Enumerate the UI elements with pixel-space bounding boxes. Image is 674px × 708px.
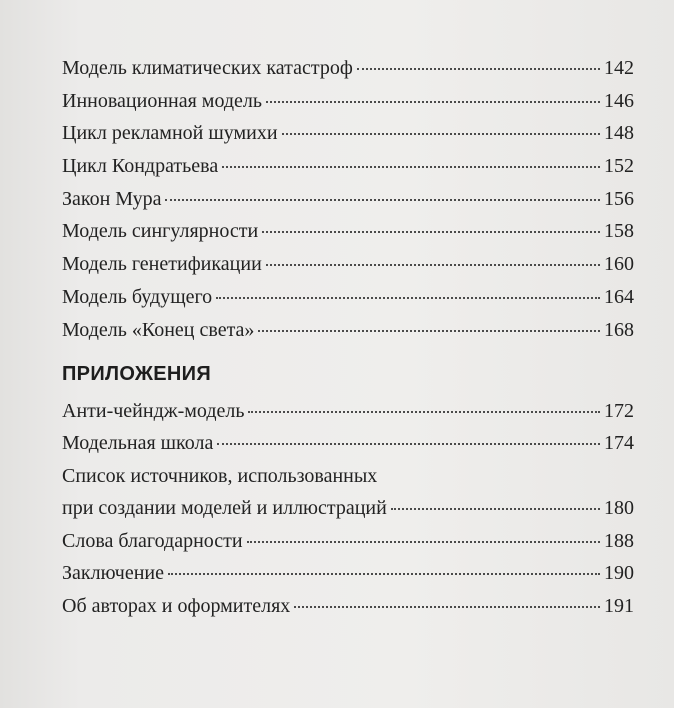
toc-entry-page: 156 <box>604 187 634 210</box>
dot-leader <box>294 606 600 608</box>
toc-entry-title: Цикл Кондратьева <box>62 155 219 178</box>
toc-entry <box>62 318 634 342</box>
toc-entry-page: 172 <box>604 399 634 422</box>
toc-entry-title-line1: Список источников, использованных <box>62 464 378 487</box>
toc-entry-page: 160 <box>604 253 634 276</box>
dot-leader <box>165 199 600 201</box>
toc-entry-page: 164 <box>604 285 634 308</box>
dot-leader <box>258 330 600 332</box>
dot-leader <box>266 101 600 103</box>
toc-entry <box>62 219 634 243</box>
toc-entry <box>62 187 634 211</box>
toc-entry-page: 191 <box>604 594 634 617</box>
toc-entry <box>62 561 634 585</box>
toc-entry-page: 146 <box>604 89 634 112</box>
dot-leader <box>216 297 600 299</box>
toc-entry <box>62 594 634 618</box>
dot-leader <box>391 508 600 510</box>
toc-entry-title: Модель будущего <box>62 285 213 308</box>
toc-entry-page: 190 <box>604 562 634 585</box>
toc-entry-title: Заключение <box>62 562 164 585</box>
toc-entry-title: Модель сингулярности <box>62 220 259 243</box>
dot-leader <box>222 166 600 168</box>
section-heading-appendix: ПРИЛОЖЕНИЯ <box>62 362 212 385</box>
toc-entry-title: Модель «Конец света» <box>62 318 255 341</box>
dot-leader <box>282 133 600 135</box>
toc-entry-multiline <box>62 464 634 520</box>
toc-entry <box>62 154 634 178</box>
toc-entry-title: Инновационная модель <box>62 89 263 112</box>
dot-leader <box>357 68 600 70</box>
toc-entry-second-line <box>62 496 634 520</box>
toc-entry-title: Анти-чейндж-модель <box>62 399 245 422</box>
dot-leader <box>247 541 600 543</box>
dot-leader <box>262 231 600 233</box>
toc-entry <box>62 529 634 553</box>
toc-entry <box>62 252 634 276</box>
toc-entry-page: 148 <box>604 122 634 145</box>
toc-entry-title: Модель климатических катастроф <box>62 57 353 79</box>
toc-entry-title: Слова благодарности <box>62 529 243 552</box>
toc-entry-title-line2: при создании моделей и иллюстраций <box>62 496 387 519</box>
toc-entry <box>62 89 634 113</box>
dot-leader <box>217 443 600 445</box>
toc-entry <box>62 56 634 80</box>
toc-entry-page: 142 <box>604 57 634 79</box>
toc-entry-title: Модельная школа <box>62 432 214 455</box>
toc-entry-title: Модель генетификации <box>62 253 262 276</box>
toc-entry-page: 188 <box>604 529 634 552</box>
toc-entry-title: Закон Мура <box>62 187 162 210</box>
toc-entry <box>62 399 634 423</box>
toc-entry <box>62 121 634 145</box>
toc-entry-page: 152 <box>604 155 634 178</box>
toc-entry-title: Об авторах и оформителях <box>62 594 291 617</box>
dot-leader <box>248 411 600 413</box>
dot-leader <box>266 264 600 266</box>
dot-leader <box>168 573 600 575</box>
toc-entry-page: 158 <box>604 220 634 243</box>
toc-entry-page: 168 <box>604 318 634 341</box>
toc-entry-title: Цикл рекламной шумихи <box>62 122 278 145</box>
toc-entry-page: 180 <box>604 496 634 519</box>
toc-entry-page: 174 <box>604 432 634 455</box>
table-of-contents <box>62 56 634 627</box>
toc-entry <box>62 285 634 309</box>
toc-entry <box>62 431 634 455</box>
